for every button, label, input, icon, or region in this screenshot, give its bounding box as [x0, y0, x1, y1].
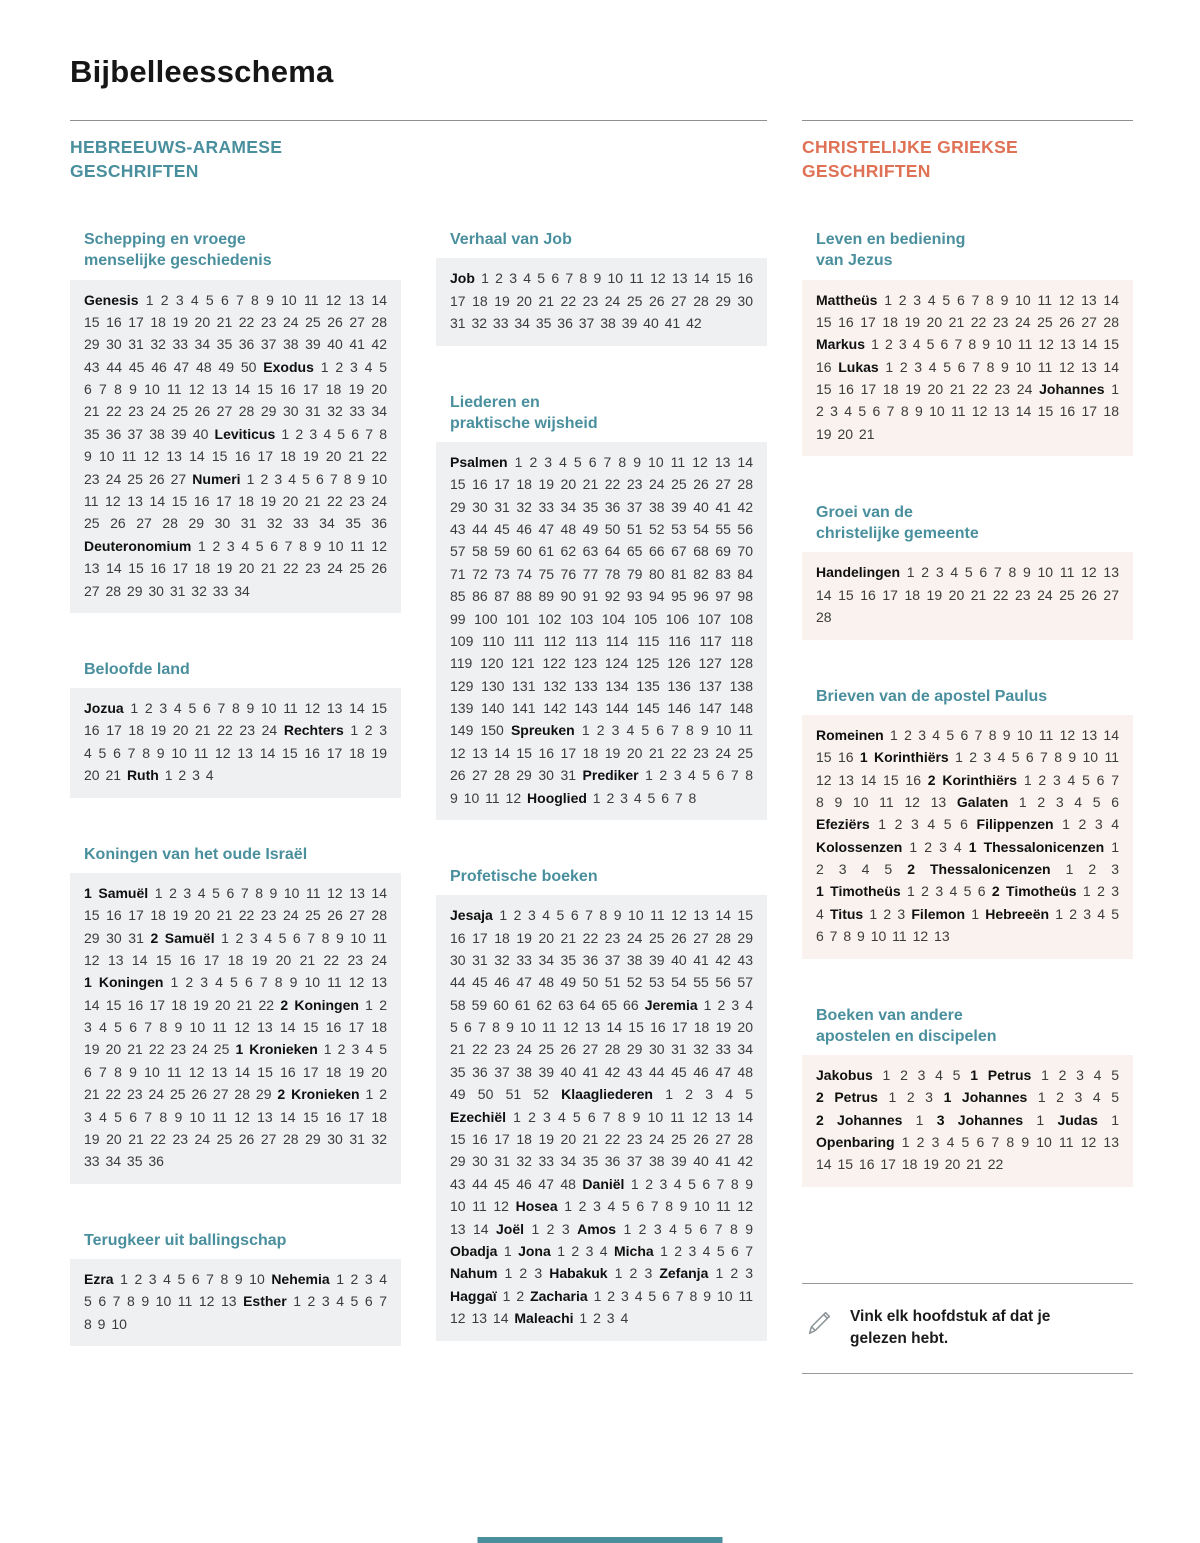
book-block: [70, 688, 401, 798]
chapter-numbers: 1: [1023, 1111, 1045, 1128]
chapter-numbers: 1 2 3 4 5 6 7 8 9 10 11 12 13 14 15 16 17 18 19 20 21 22 23 24 25 26 27 28 29 30 31 32 33 34 35 36 37 38 39 40 41 42 43 44 45 46 47 48 49 50 51 52 53 54 55 56 57 58 59 60 61 62 63 64 65 66 67 68 69 70 71 72 73 74 75 76 77 78 79 80 81 82 83 84 85 86 87 88 89 90 91 92 93 94 95 96 97 98 99 100 101 102 103 104 105 106 107 108 109 110 111 112 113 114 115 116 117 118 119 120 121 122 123 124 125 126 127 128 129 130 131 132 133 134 135 136 137 138 139 140 141 142 143 144 145 146 147 148 149 150: [450, 453, 753, 739]
group-heading: Koningen van het oude Israël: [84, 845, 308, 863]
book-name: 1 Kronieken: [235, 1041, 318, 1058]
book-name: Openbaring: [816, 1134, 895, 1151]
book-name: 2 Timotheüs: [991, 883, 1077, 900]
chapter-numbers: 1 2 3 4 5 6 7 8 9 10: [84, 1293, 387, 1332]
chapter-numbers: 1 2 3 4 5 6 7 8 9 10 11 12 13 14 15 16: [816, 336, 1119, 375]
section-title-hebrew: [70, 120, 767, 183]
chapter-numbers: 1 2 3: [1050, 861, 1119, 878]
chapter-numbers: 1 2 3 4 5 6 7 8 9 10 11 12 13 14 15 16 17 18 19 20 21 22 23 24 25: [84, 996, 387, 1058]
page-bottom-accent: [478, 1537, 723, 1543]
chapter-numbers: 1 2 3 4: [902, 838, 962, 855]
chapter-numbers: 1 2 3: [708, 1265, 754, 1282]
chapter-numbers: 1 2 3 4 5 6 7 8 9 10 11 12 13 14 15 16 17 18 19 20 21 22 23 24 25 26 27 28: [816, 564, 1119, 626]
book-name: Deuteronomium: [84, 537, 192, 554]
chapter-numbers: 1 2 3 4 5 6: [900, 883, 986, 900]
book-name: 1 Thessalonicenzen: [968, 838, 1105, 855]
book-name: Jeremia: [644, 996, 698, 1013]
book-name: 2 Kronieken: [277, 1086, 360, 1103]
reading-group: [70, 229, 401, 613]
chapter-numbers: 1 2 3 4: [550, 1243, 608, 1259]
book-name: Esther: [243, 1293, 287, 1310]
group-heading: Brieven van de apostel Paulus: [816, 687, 1048, 705]
group-heading: Terugkeer uit ballingschap: [84, 1231, 287, 1249]
chapter-numbers: 1 2 3 4 5: [1031, 1066, 1119, 1083]
book-name: Lukas: [838, 358, 879, 375]
book-name: Ezechiël: [450, 1108, 507, 1125]
book-name: Haggaï: [450, 1287, 497, 1304]
book-name: Titus: [830, 905, 864, 922]
book-name: 2 Koningen: [280, 996, 359, 1013]
section-title-line: HEBREEUWS-ARAMESE: [70, 137, 283, 157]
chapter-numbers: 1 2 3 4 5: [1027, 1089, 1120, 1106]
chapter-numbers: 1 2: [496, 1287, 525, 1304]
chapter-numbers: 1 2 3 4 5 6 7 8 9 10 11 12 13 14: [450, 1198, 753, 1237]
pencil-icon: [804, 1308, 834, 1338]
chapter-numbers: 1 2 3 4 5 6 7 8 9 10 11 12 13 14 15 16 17 18 19 20 21 22 23 24 25 26 27 28 29 30 31: [84, 884, 387, 946]
reading-columns: [70, 229, 1133, 1392]
chapter-numbers: 1 2 3 4 5 6 7 8 9 10 11 12 13 14 15 16 17 18 19 20 21 22 23 24 25 26 27: [84, 425, 388, 487]
chapter-numbers: 1 2 3 4: [158, 767, 214, 784]
book-name: Kolossenzen: [816, 838, 903, 855]
book-name: Ezra: [84, 1270, 114, 1287]
chapter-numbers: 1 2 3: [877, 1089, 933, 1106]
group-heading: Schepping en vroege menselijke geschiedenis: [84, 231, 272, 270]
group-heading: Liederen en praktische wijsheid: [450, 393, 598, 432]
group-heading: Leven en bediening van Jezus: [816, 231, 966, 270]
reading-group: [802, 686, 1133, 959]
book-name: Spreuken: [510, 722, 575, 739]
reading-group: [436, 866, 767, 1341]
chapter-numbers: 1 2 3 4 5 6 7 8 9 10 11 12 13 14 15 16: [816, 726, 1119, 766]
chapter-numbers: 1 2 3 4 5 6: [869, 816, 968, 833]
book-name: Maleachi: [514, 1310, 574, 1327]
chapter-numbers: 1 2 3 4 5: [872, 1066, 961, 1083]
book-name: Jona: [518, 1243, 551, 1259]
book-name: Zacharia: [530, 1287, 588, 1304]
book-name: 2 Thessalonicenzen: [907, 861, 1051, 878]
chapter-numbers: 1 2 3 4 5 6 7 8 9 10 11 12: [450, 1175, 753, 1215]
chapter-numbers: 1 2 3 4 5 6 7 8 9 10 11 12 13 14 15 16 17 18 19 20 21 22 23 24 25 26 27 28: [816, 291, 1119, 330]
book-name: Daniël: [582, 1175, 625, 1192]
chapter-numbers: 1 2 3 4 5 6 7 8 9 10 11 12 13 14 15 16 17 18 19 20 21: [84, 722, 387, 784]
book-name: 2 Petrus: [816, 1089, 878, 1106]
book-name: Mattheüs: [816, 291, 878, 308]
book-block: [436, 442, 767, 820]
note-text: Vink elk hoofdstuk af dat je gelezen hebt.: [850, 1307, 1051, 1348]
group-heading: Profetische boeken: [450, 868, 598, 886]
chapter-numbers: 1: [902, 1111, 924, 1128]
book-name: Jakobus: [816, 1066, 873, 1083]
chapter-numbers: 1 2 3 4 5 6 7 8 9 10 11 12 13: [816, 771, 1120, 810]
chapter-numbers: 1 2 3 4 5 6 7: [653, 1243, 754, 1259]
book-name: 2 Korinthiërs: [927, 771, 1018, 788]
book-name: 1 Johannes: [943, 1089, 1028, 1106]
book-name: Romeinen: [816, 726, 884, 743]
chapter-numbers: 1 2 3 4 5 6 7 8 9 10 11 12 13 14 15 16 17 18 19 20 21 22 23 24 25 26 27 28 29 30 31 32 33 34 35 36 37 38 39 40 41 42 43 44 45 46 47 48 49 50: [84, 291, 387, 375]
book-name: Rechters: [283, 722, 344, 739]
chapter-numbers: 1 2 3 4 5 6 7 8 9 10 11 12 13 14 15 16 17 18 19 20 21 22 23 24 25 26 27 28 29: [84, 1041, 387, 1103]
chapter-numbers: 1 2 3 4: [816, 883, 1119, 922]
reading-group: [436, 392, 767, 820]
chapter-numbers: 1 2 3 4 5 6 7 8: [586, 789, 697, 806]
book-name: Numeri: [192, 470, 241, 487]
chapter-numbers: 1 2 3 4 5 6 7 8 9 10 11 12 13 14 15 16 17 18 19 20 21 22 23 24 25 26 27 28 29 30 31 32 33 34 35 36 37 38 39 40 41 42: [450, 270, 753, 332]
book-name: 1 Petrus: [970, 1066, 1032, 1083]
book-block: [436, 258, 767, 345]
group-heading: Verhaal van Job: [450, 231, 572, 249]
book-name: Exodus: [263, 358, 314, 375]
chapter-numbers: 1 2 3 4 5: [816, 838, 1120, 878]
book-name: 3 Johannes: [936, 1111, 1024, 1128]
chapter-numbers: 1 2 3 4 5 6 7 8 9 10 11 12 13 14 15 16 17 18 19 20 21 22 23 24: [84, 929, 388, 968]
section-headers: [70, 120, 1133, 183]
chapter-numbers: 1 2 3 4: [1053, 816, 1120, 833]
book-name: Nahum: [450, 1265, 498, 1282]
chapter-numbers: 1: [497, 1243, 512, 1259]
book-block: [802, 280, 1133, 457]
chapter-numbers: 1 2 3 4 5 6 7 8 9 10 11 12 13 14 15 16 17 18 19 20 21 22 23 24 25 26 27 28 29 30 31 32 33 34 35 36: [84, 470, 388, 532]
chapter-numbers: 1 2 3: [607, 1265, 653, 1282]
column-1: [70, 229, 401, 1392]
chapter-numbers: 1 2 3 4 5 6 7 8 9 10 11 12 13 14 15 16 17 18 19 20 21 22 23 24 25 26 27 28 29 30 31 32 33 34 35 36 37 38 39 40: [84, 358, 387, 442]
book-name: Leviticus: [214, 425, 276, 442]
chapter-numbers: 1 2 3 4 5 6 7 8 9 10 11 12 13 14 15 16 17 18 19 20 21 22 23 24 25 26 27 28 29 30 31 32 33 34 35 36: [84, 1086, 387, 1170]
reading-group: [802, 229, 1133, 456]
book-name: Prediker: [582, 767, 639, 784]
book-name: Judas: [1057, 1111, 1098, 1128]
book-name: Hebreeën: [985, 905, 1050, 922]
chapter-numbers: 1 2 3 4 5 6 7 8 9 10 11 12 13 14: [450, 1287, 754, 1327]
chapter-numbers: 1: [1097, 1111, 1119, 1128]
book-name: Nehemia: [271, 1270, 330, 1287]
book-block: [802, 552, 1133, 639]
book-name: 2 Johannes: [816, 1111, 903, 1128]
chapter-numbers: 1 2 3 4 5 6 7 8 9: [616, 1220, 753, 1237]
book-name: Efeziërs: [816, 816, 870, 833]
chapter-numbers: 1 2 3 4 5 6 7 8 9 10 11 12 13 14 15 16 17 18 19 20 21 22: [816, 1134, 1119, 1173]
section-title-greek: [802, 120, 1133, 183]
book-name: Hosea: [515, 1198, 558, 1215]
book-name: Joël: [496, 1220, 525, 1237]
chapter-numbers: 1 2 3 4 5 6 7 8 9 10 11 12 13 14 15 16 17 18 19 20 21 22 23 24 25 26 27 28 29 30 31 32 33 34 35 36 37 38 39 40 41 42 43 44 45 46 47 48 49 50 51 52: [450, 996, 754, 1103]
chapter-numbers: 1 2 3 4 5 6 7 8 9 10: [113, 1270, 265, 1287]
book-name: 2 Samuël: [150, 929, 215, 946]
checkoff-note: [802, 1283, 1133, 1374]
chapter-numbers: 1 2 3: [524, 1220, 570, 1237]
book-name: Psalmen: [450, 453, 508, 470]
book-name: Johannes: [1039, 381, 1105, 398]
book-name: Job: [450, 270, 475, 287]
chapter-numbers: 1 2 3 4 5 6 7 8 9 10 11 12 13 14 15 16 17 18 19 20 21 22 23 24: [816, 358, 1119, 398]
chapter-numbers: 1 2 3 4 5 6 7 8 9 10 11 12 13 14 15 16: [816, 749, 1119, 788]
page-title: Bijbelleesschema: [70, 54, 334, 89]
chapter-numbers: 1 2 3 4 5 6 7 8 9 10 11 12 13 14 15 16 17 18 19 20 21 22: [84, 974, 387, 1013]
book-name: Klaagliederen: [561, 1086, 653, 1103]
book-name: 1 Samuël: [84, 884, 149, 901]
book-name: Amos: [577, 1220, 617, 1237]
book-name: Markus: [816, 336, 866, 353]
book-name: Hooglied: [527, 789, 587, 806]
chapter-numbers: 1 2 3 4 5 6 7 8 9 10 11 12 13 14 15 16 17 18 19 20 21 22 23 24 25 26 27 28 29 30 31 32 33 34: [84, 537, 387, 599]
column-2: [436, 229, 767, 1386]
reading-group: [802, 1005, 1133, 1187]
book-block: [70, 873, 401, 1184]
book-name: 1 Timotheüs: [816, 883, 901, 900]
reading-group: [802, 502, 1133, 639]
book-name: Micha: [613, 1243, 654, 1259]
book-name: Zefanja: [659, 1265, 709, 1282]
book-name: Galaten: [956, 793, 1009, 810]
section-title-line: CHRISTELIJKE GRIEKSE: [802, 137, 1019, 157]
book-name: Obadja: [450, 1243, 498, 1259]
book-name: Filippenzen: [976, 816, 1054, 833]
chapter-numbers: 1: [965, 905, 980, 922]
chapter-numbers: 1 2 3 4 5 6 7 8 9 10 11 12 13 14 15 16 17 18 19 20 21: [816, 381, 1120, 442]
chapter-numbers: 1 2 3 4 5 6 7 8 9 10 11 12 13 14 15 16 17 18 19 20 21 22 23 24 25 26 27 28 29 30 31 32 33 34 35 36 37 38 39 40 41 42 43 44 45 46 47 48 49 50 51 52 53 54 55 56 57 58 59 60 61 62 63 64 65 66: [450, 907, 753, 1013]
book-name: 1 Korinthiërs: [859, 749, 949, 766]
chapter-numbers: 1 2 3: [497, 1265, 543, 1282]
chapter-numbers: 1 2 3 4 5 6 7 8 9 10 11 12: [450, 767, 754, 806]
book-block: [436, 895, 767, 1340]
book-name: Handelingen: [816, 564, 901, 581]
group-heading: Boeken van andere apostelen en discipelen: [816, 1006, 997, 1045]
chapter-numbers: 1 2 3: [863, 905, 906, 922]
book-block: [802, 1055, 1133, 1187]
book-block: [70, 280, 401, 613]
book-name: Filemon: [911, 905, 966, 922]
book-name: Ruth: [126, 767, 159, 784]
book-name: Genesis: [84, 291, 139, 308]
reading-group: [70, 844, 401, 1184]
book-name: Jesaja: [450, 907, 493, 924]
section-title-line: GESCHRIFTEN: [802, 161, 931, 182]
chapter-numbers: 1 2 3 4 5 6 7 8 9 10 11 12 13 14 15 16 17 18 19 20 21 22 23 24: [84, 700, 387, 739]
chapter-numbers: 1 2 3 4 5 6 7 8 9 10 11 12 13: [84, 1270, 388, 1310]
book-block: [70, 1259, 401, 1346]
column-3: [802, 229, 1133, 1373]
book-name: 1 Koningen: [84, 974, 164, 991]
chapter-numbers: 1 2 3 4 5 6: [1008, 793, 1120, 810]
group-heading: Beloofde land: [84, 660, 190, 678]
chapter-numbers: 1 2 3 4 5: [652, 1086, 753, 1103]
reading-group: [70, 659, 401, 798]
chapter-numbers: 1 2 3 4 5 6 7 8 9 10 11 12 13 14 15 16 17 18 19 20 21 22 23 24 25 26 27 28 29 30 31: [450, 722, 754, 784]
chapter-numbers: 1 2 3 4 5 6 7 8 9 10 11 12 13 14 15 16 17 18 19 20 21 22 23 24 25 26 27 28 29 30 31 32 33 34 35 36 37 38 39 40 41 42 43 44 45 46 47 48: [450, 1108, 753, 1192]
book-block: [802, 715, 1133, 959]
chapter-numbers: 1 2 3 4 5 6 7 8 9 10 11 12 13: [816, 905, 1119, 945]
book-name: Habakuk: [549, 1265, 608, 1282]
reading-group: [436, 229, 767, 345]
reading-group: [70, 1230, 401, 1346]
book-name: Jozua: [84, 700, 124, 717]
group-heading: Groei van de christelijke gemeente: [816, 504, 979, 543]
chapter-numbers: 1 2 3 4: [573, 1310, 629, 1327]
section-title-line: GESCHRIFTEN: [70, 161, 199, 182]
